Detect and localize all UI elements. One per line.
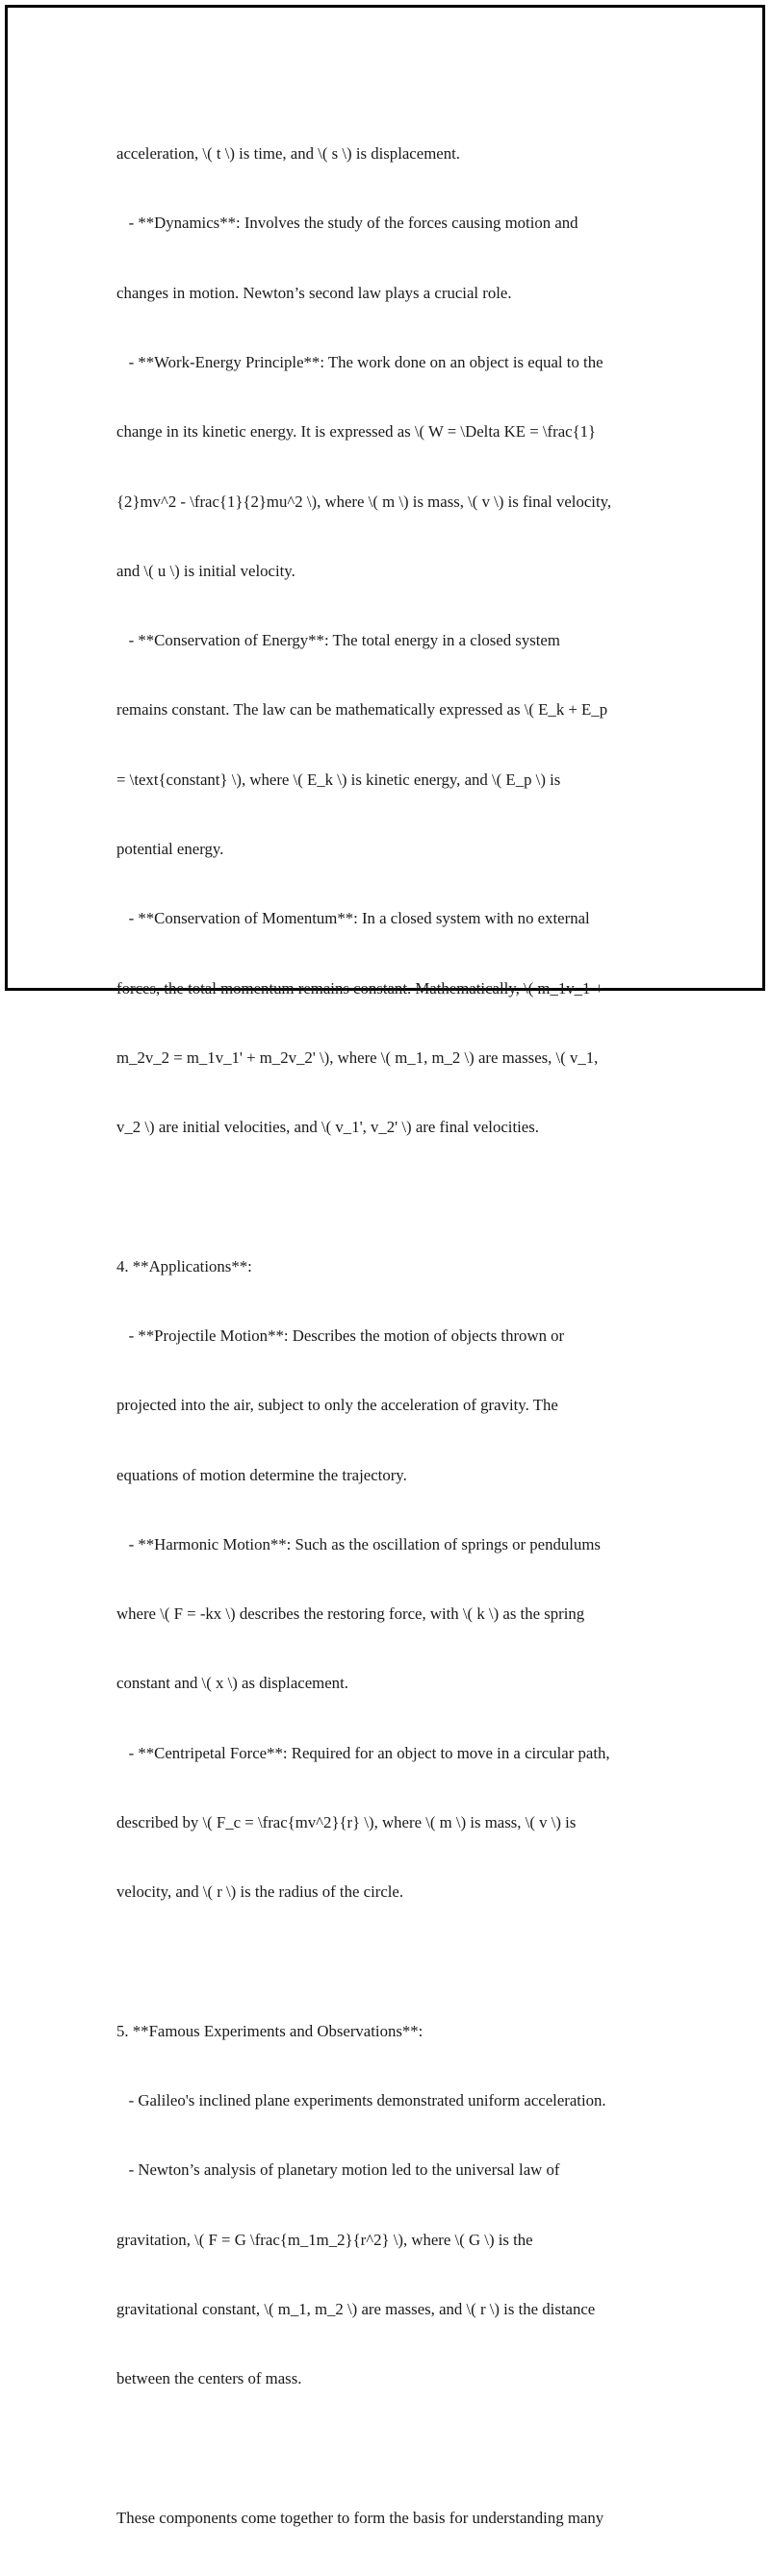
text-line: constant and \( x \) as displacement. (116, 1674, 348, 1693)
text-line: and \( u \) is initial velocity. (116, 561, 295, 580)
text-line: changes in motion. Newton’s second law plays a crucial role. (116, 283, 512, 302)
text-line: {2}mv^2 - \frac{1}{2}mu^2 \), where \( m \) is mass, \( v \) is final velocity, (116, 492, 612, 511)
text-line: - **Conservation of Momentum**: In a closed system with no external (116, 909, 590, 928)
text-line: described by \( F_c = \frac{mv^2}{r} \), where \( m \) is mass, \( v \) is (116, 1812, 577, 1831)
text-line: - **Conservation of Energy**: The total energy in a closed system (116, 631, 560, 650)
text-line: = \text{constant} \), where \( E_k \) is kinetic energy, and \( E_p \) is (116, 770, 561, 789)
text-line: acceleration, \( t \) is time, and \( s \) is displacement. (116, 144, 460, 164)
text-line: velocity, and \( r \) is the radius of the circle. (116, 1882, 404, 1902)
page-frame (5, 5, 765, 2527)
section-heading: 4. **Applications**: (116, 1256, 252, 1275)
text-line: potential energy. (116, 840, 224, 858)
text-line: remains constant. The law can be mathematically expressed as \( E_k + E_p (116, 700, 608, 720)
text-line: change in its kinetic energy. It is expressed as \( W = \Delta KE = \frac{1} (116, 422, 597, 442)
text-line: between the centers of mass. (116, 2369, 302, 2388)
text-line: gravitational constant, \( m_1, m_2 \) are masses, and \( r \) is the distance (116, 2299, 596, 2318)
text-line: forces, the total momentum remains constant. Mathematically, \( m_1v_1 + (116, 978, 604, 998)
blank-line (116, 2437, 670, 2460)
text-line: gravitation, \( F = G \frac{m_1m_2}{r^2} \), where \( G \) is the (116, 2230, 533, 2249)
blank-line (116, 1185, 670, 1208)
text-line: - **Dynamics**: Involves the study of the forces causing motion and (116, 214, 578, 233)
text-line: projected into the air, subject to only the acceleration of gravity. The (116, 1396, 558, 1415)
text-line: - Galileo's inclined plane experiments demonstrated uniform acceleration. (116, 2091, 606, 2110)
text-line: - Newton’s analysis of planetary motion led to the universal law of (116, 2160, 560, 2180)
text-line: - **Harmonic Motion**: Such as the oscillation of springs or pendulums (116, 1534, 601, 1553)
text-line: v_2 \) are initial velocities, and \( v_1', v_2' \) are final velocities. (116, 1118, 539, 1137)
text-line: equations of motion determine the trajectory. (116, 1465, 407, 1484)
text-line: - **Centripetal Force**: Required for an object to move in a circular path, (116, 1743, 610, 1762)
text-line: These components come together to form the basis for understanding many (116, 2508, 604, 2527)
text-line: m_2v_2 = m_1v_1' + m_2v_2' \), where \( m_1, m_2 \) are masses, \( v_1, (116, 1048, 599, 1067)
blank-line (116, 1951, 670, 1974)
document-body (116, 96, 670, 2576)
text-line: where \( F = -kx \) describes the restoring force, with \( k \) as the spring (116, 1604, 585, 1624)
section-heading: 5. **Famous Experiments and Observations**: (116, 2021, 424, 2040)
text-line: - **Projectile Motion**: Describes the motion of objects thrown or (116, 1326, 565, 1345)
text-line: - **Work-Energy Principle**: The work done on an object is equal to the (116, 353, 603, 372)
